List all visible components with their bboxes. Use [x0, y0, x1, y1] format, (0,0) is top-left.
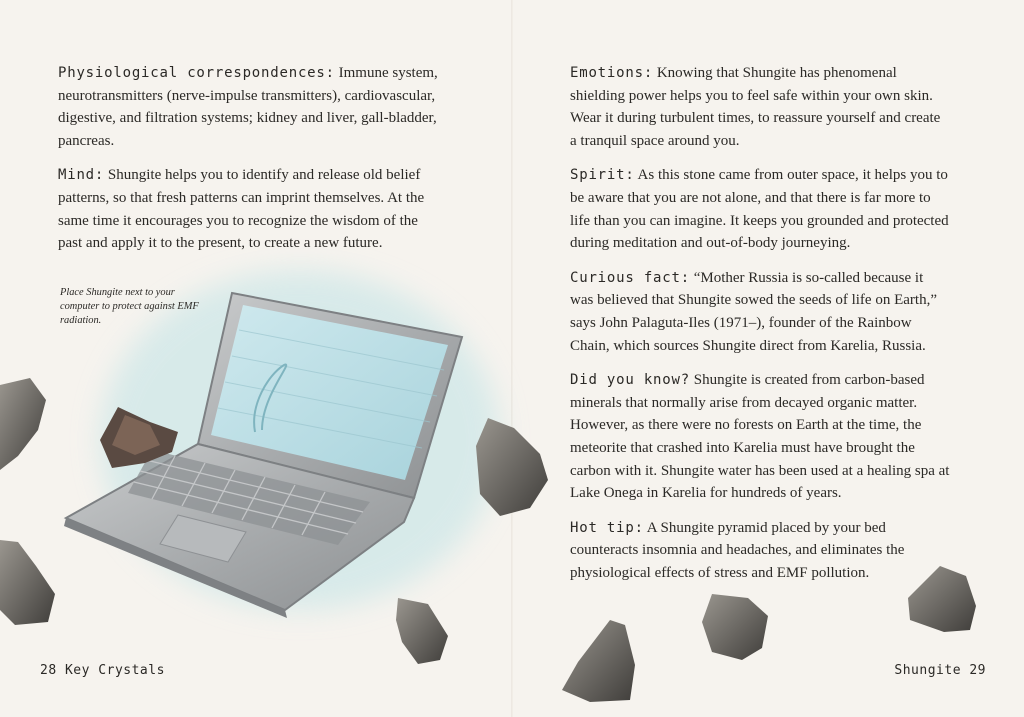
paragraph-text: As this stone came from outer space, it helps you to be aware that you are not alone, and that there is far more to life than you can imagine. It keeps you grounded and protected during meditation and out-of-body journeying. — [570, 167, 949, 252]
paragraph-text: “Mother Russia is so-called because it was believed that Shungite sowed the seeds of life on Earth,” says John Palaguta-Iles (1971–), founder of the Rainbow Chain, which sources Shungite direct from Karelia, Russia. — [570, 269, 937, 354]
paragraph-lead: Physiological correspondences: — [58, 65, 335, 81]
paragraph-curious-fact — [570, 267, 950, 357]
paragraph-did-you-know — [570, 369, 950, 505]
paragraph-lead: Curious fact: — [570, 269, 690, 286]
left-page-body — [58, 62, 438, 267]
paragraph-lead: Hot tip: — [570, 519, 644, 536]
paragraph-text: Shungite helps you to identify and release old belief patterns, so that fresh patterns can imprint themselves. At the same time it encourages you to recognize the wisdom of the past and apply it to the present, to create a new future. — [58, 167, 425, 252]
paragraph-lead: Spirit: — [570, 167, 635, 184]
page-folio-right: Shungite 29 — [894, 663, 986, 678]
paragraph-text: A Shungite pyramid placed by your bed counteracts insomnia and headaches, and eliminates the physiological effects of stress and EMF pollution. — [570, 519, 905, 581]
paragraph-mind — [58, 164, 438, 254]
paragraph-lead: Did you know? — [570, 372, 690, 389]
paragraph-physiological — [58, 62, 438, 152]
paragraph-hot-tip — [570, 517, 950, 585]
page-folio-left: 28 Key Crystals — [40, 663, 165, 678]
paragraph-emotions — [570, 62, 950, 152]
paragraph-lead: Mind: — [58, 167, 105, 184]
right-page-body — [570, 62, 950, 596]
paragraph-text: Immune system, neurotransmitters (nerve-impulse transmitters), cardiovascular, digestive, and filtration systems; kidney and liver, gall-bladder, pancreas. — [58, 65, 438, 149]
image-caption: Place Shungite next to your computer to protect against EMF radiation. — [60, 287, 199, 326]
paragraph-text: Shungite is created from carbon-based minerals that normally arise from decayed organic matter. However, as there were no forests on Earth at the time, the meteorite that crashed into Karelia must have brought the carbon with it. Shungite water has been used at a healing spa at Lake Onega in Karelia for hundreds of years. — [570, 372, 950, 502]
paragraph-text: Knowing that Shungite has phenomenal shielding power helps you to feel safe within your own skin. Wear it during turbulent times, to reassure yourself and create a tranquil space around you. — [570, 65, 941, 149]
paragraph-lead: Emotions: — [570, 65, 654, 81]
paragraph-spirit — [570, 164, 950, 254]
